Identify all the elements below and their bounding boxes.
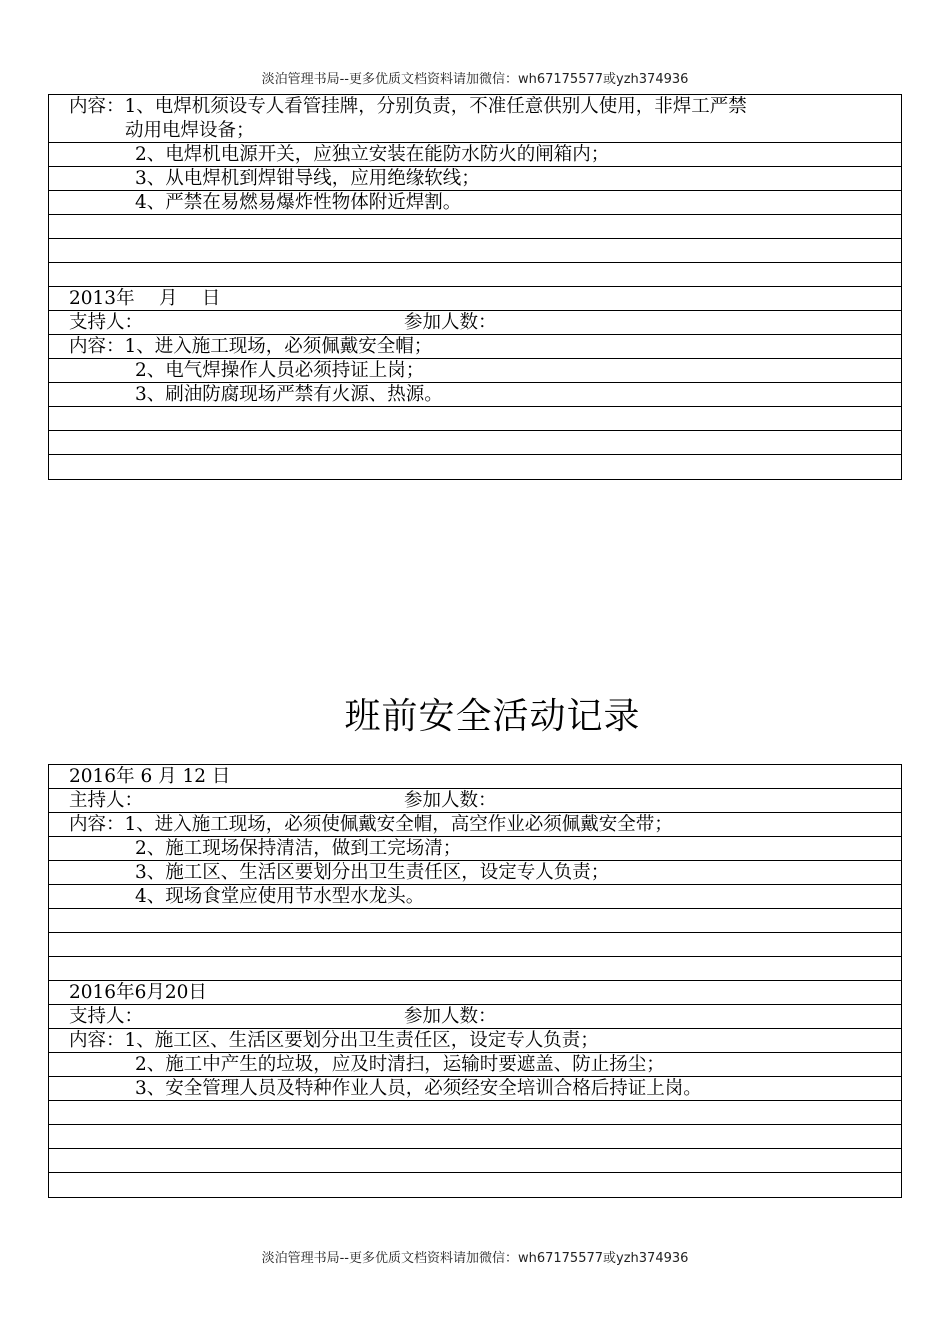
record-table-1 <box>48 94 902 480</box>
host-row <box>49 789 901 813</box>
content-item: 2、电气焊操作人员必须持证上岗； <box>49 359 901 383</box>
content-item: 2、电焊机电源开关，应独立安装在能防水防火的闸箱内； <box>49 143 901 167</box>
content-item: 3、施工区、生活区要划分出卫生责任区，设定专人负责； <box>49 861 901 885</box>
content-item: 3、安全管理人员及特种作业人员，必须经安全培训合格后持证上岗。 <box>49 1077 901 1101</box>
host-row <box>49 311 901 335</box>
blank-row <box>49 909 901 933</box>
host-label: 支持人： <box>69 1006 144 1027</box>
blank-row <box>49 1173 901 1197</box>
blank-row <box>49 933 901 957</box>
blank-row <box>49 431 901 455</box>
participant-count-label: 参加人数： <box>404 790 497 811</box>
record-date: 2016年6月20日 <box>49 981 901 1005</box>
content-line-wrap: 动用电焊设备； <box>49 119 901 143</box>
record-table-2 <box>48 764 902 1198</box>
page-title: 班前安全活动记录 <box>344 696 641 737</box>
content-item: 2、施工现场保持清洁，做到工完场清； <box>49 837 901 861</box>
blank-row <box>49 263 901 287</box>
blank-row <box>49 215 901 239</box>
blank-row <box>49 1125 901 1149</box>
participant-count-label: 参加人数： <box>404 312 497 333</box>
blank-row <box>49 1149 901 1173</box>
blank-row <box>49 407 901 431</box>
content-item: 3、从电焊机到焊钳导线，应用绝缘软线； <box>49 167 901 191</box>
header-watermark: 淡泊管理书局--更多优质文档资料请加微信：wh67175577或yzh374936 <box>261 72 689 87</box>
host-label: 支持人： <box>69 312 144 333</box>
footer-watermark: 淡泊管理书局--更多优质文档资料请加微信：wh67175577或yzh374936 <box>261 1251 689 1266</box>
content-item: 4、现场食堂应使用节水型水龙头。 <box>49 885 901 909</box>
content-item: 4、严禁在易燃易爆炸性物体附近焊割。 <box>49 191 901 215</box>
participant-count-label: 参加人数： <box>404 1006 497 1027</box>
host-label: 主持人： <box>69 790 144 811</box>
content-line: 内容：1、进入施工现场，必须使佩戴安全帽，高空作业必须佩戴安全带； <box>49 813 901 837</box>
content-item: 3、刷油防腐现场严禁有火源、热源。 <box>49 383 901 407</box>
blank-row <box>49 957 901 981</box>
host-row <box>49 1005 901 1029</box>
content-line: 内容：1、进入施工现场，必须佩戴安全帽； <box>49 335 901 359</box>
record-date: 2016年 6 月 12 日 <box>49 765 901 789</box>
blank-row <box>49 1101 901 1125</box>
record-date: 2013年 月 日 <box>49 287 901 311</box>
content-item: 2、施工中产生的垃圾，应及时清扫，运输时要遮盖、防止扬尘； <box>49 1053 901 1077</box>
content-line: 内容：1、电焊机须设专人看管挂牌，分别负责，不准任意供别人使用，非焊工严禁 <box>69 96 747 117</box>
blank-row <box>49 455 901 479</box>
blank-row <box>49 239 901 263</box>
content-line: 内容：1、施工区、生活区要划分出卫生责任区，设定专人负责； <box>49 1029 901 1053</box>
